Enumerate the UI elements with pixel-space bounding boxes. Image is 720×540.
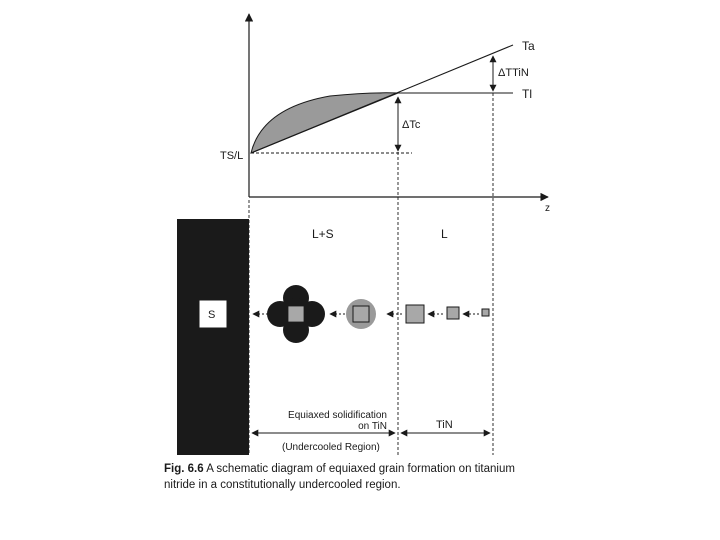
round-grain (346, 299, 376, 329)
region-ls-label: L+S (312, 227, 334, 241)
tin-particle-medium (447, 307, 459, 319)
region-l-label: L (441, 227, 448, 241)
delta-ttin-label: ΔTTiN (498, 67, 529, 79)
ta-label: Ta (522, 39, 535, 53)
undercooled-label: (Undercooled Region) (282, 442, 380, 453)
ts-l-label: TS/L (220, 150, 244, 162)
equiaxed-label-line2: on TiN (358, 421, 387, 432)
equiaxed-label-line1: Equiaxed solidification (288, 410, 387, 421)
tin-region-label: TiN (436, 419, 453, 431)
tl-label: Tl (522, 87, 532, 101)
delta-tc-label: ΔTc (402, 119, 421, 131)
tin-particle-small (482, 309, 489, 316)
dendritic-grain (267, 285, 325, 343)
solid-block (177, 219, 249, 455)
figure-caption (164, 461, 584, 493)
caption-line1: A schematic diagram of equiaxed grain formation on titanium (206, 463, 515, 475)
solid-label: S (208, 309, 216, 321)
ta-line (251, 45, 513, 153)
caption-line2: nitride in a constitutionally undercooled region. (164, 479, 401, 491)
z-label: z (545, 203, 550, 214)
tin-particle-large (406, 305, 424, 323)
figure-number: Fig. 6.6 (164, 463, 204, 475)
